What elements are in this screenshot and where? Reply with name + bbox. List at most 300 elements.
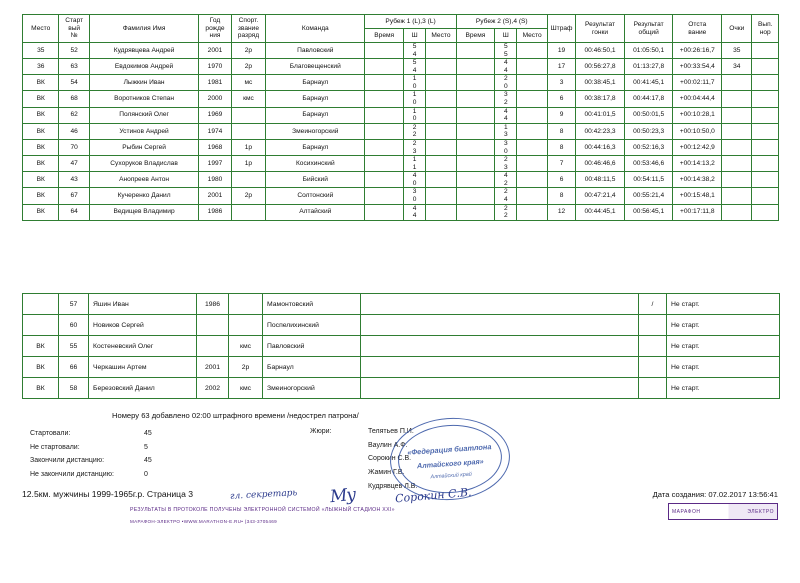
- stage2-time-cell: [456, 156, 495, 172]
- start-no-cell: 58: [59, 378, 89, 399]
- result-race-cell: 00:38:17,8: [576, 91, 625, 107]
- stage2-time-cell: [456, 204, 495, 220]
- result-total-cell: 00:50:01,5: [624, 107, 673, 123]
- start-no-cell: 62: [59, 107, 89, 123]
- rank-cell: 2р: [231, 59, 265, 75]
- mark-cell: [639, 336, 667, 357]
- mark-cell: [639, 357, 667, 378]
- norm-cell: [752, 107, 779, 123]
- behind-cell: +00:26:16,7: [673, 43, 722, 59]
- rank-cell: [231, 204, 265, 220]
- empty-cell: [361, 294, 639, 315]
- status-cell: Не старт.: [667, 294, 780, 315]
- header-start-no: Старт вый №: [59, 15, 89, 43]
- norm-cell: [752, 59, 779, 75]
- points-cell: 35: [722, 43, 752, 59]
- place-cell: [23, 315, 59, 336]
- name-cell: Евдокимов Андрей: [89, 59, 198, 75]
- penalty-cell: 8: [547, 123, 575, 139]
- place-cell: 35: [23, 43, 59, 59]
- stage1-sh-cell: 1 0: [403, 91, 425, 107]
- points-cell: [722, 172, 752, 188]
- stage1-sh-cell: 1 1: [403, 156, 425, 172]
- stage1-place-cell: [426, 43, 456, 59]
- header-behind: Отста вание: [673, 15, 722, 43]
- table-row: [23, 156, 779, 172]
- stage1-sh-cell: 4 0: [403, 172, 425, 188]
- table-row: [23, 204, 779, 220]
- stage2-place-cell: [517, 75, 547, 91]
- jury-title: Жюри:: [310, 428, 332, 435]
- points-cell: [722, 204, 752, 220]
- result-race-cell: 00:47:21,4: [576, 188, 625, 204]
- start-no-cell: 63: [59, 59, 89, 75]
- rank-cell: [229, 294, 263, 315]
- status-cell: Не старт.: [667, 336, 780, 357]
- rank-cell: кмс: [229, 336, 263, 357]
- stamp-line-3: Алтайский край: [430, 471, 473, 481]
- result-race-cell: 00:56:27,8: [576, 59, 625, 75]
- subheader-place-1: Место: [426, 29, 456, 43]
- result-race-cell: 00:38:45,1: [576, 75, 625, 91]
- stage1-place-cell: [426, 75, 456, 91]
- stage1-place-cell: [426, 107, 456, 123]
- place-cell: ВК: [23, 123, 59, 139]
- summary-stats: [30, 427, 174, 482]
- stage2-place-cell: [517, 107, 547, 123]
- stage1-place-cell: [426, 156, 456, 172]
- start-no-cell: 70: [59, 139, 89, 155]
- header-penalty: Штраф: [547, 15, 575, 43]
- stage2-place-cell: [517, 204, 547, 220]
- result-race-cell: 00:41:01,5: [576, 107, 625, 123]
- logo-left-text: МАРАФОН: [672, 508, 701, 515]
- name-cell: Яшин Иван: [89, 294, 197, 315]
- stage2-sh-cell: 2 3: [495, 156, 517, 172]
- place-cell: ВК: [23, 91, 59, 107]
- team-cell: Солтонский: [266, 188, 365, 204]
- team-cell: Барнаул: [266, 139, 365, 155]
- mark-cell: [639, 378, 667, 399]
- jury-member: Ваулин А.Ф.: [368, 441, 408, 449]
- header-team: Команда: [266, 15, 365, 43]
- start-no-cell: 57: [59, 294, 89, 315]
- header-name: Фамилия Имя: [89, 15, 198, 43]
- norm-cell: [752, 91, 779, 107]
- start-no-cell: 64: [59, 204, 89, 220]
- team-cell: Барнаул: [266, 107, 365, 123]
- header-points: Очки: [722, 15, 752, 43]
- penalty-cell: 6: [547, 172, 575, 188]
- result-total-cell: 01:13:27,8: [624, 59, 673, 75]
- name-cell: Черкашин Артем: [89, 357, 197, 378]
- penalty-cell: 9: [547, 107, 575, 123]
- table-row: [23, 91, 779, 107]
- birth-year-cell: [197, 336, 229, 357]
- stage1-sh-cell: 1 0: [403, 107, 425, 123]
- stat-value: 5: [144, 443, 148, 451]
- name-cell: Рыбин Сергей: [89, 139, 198, 155]
- stage1-time-cell: [365, 91, 404, 107]
- behind-cell: +00:10:50,0: [673, 123, 722, 139]
- name-cell: Лыжкин Иван: [89, 75, 198, 91]
- penalty-cell: 7: [547, 156, 575, 172]
- footer-race-info: 12.5км. мужчины 1999-1965г.р. Страница 3: [22, 489, 194, 499]
- behind-cell: +00:17:11,8: [673, 204, 722, 220]
- stat-row: [30, 468, 174, 482]
- header-rank: Спорт. звание разряд: [231, 15, 265, 43]
- name-cell: Анопреев Антон: [89, 172, 198, 188]
- stage2-sh-cell: 2 0: [495, 75, 517, 91]
- team-cell: Змеиногорский: [266, 123, 365, 139]
- rank-cell: 1р: [231, 156, 265, 172]
- place-cell: ВК: [23, 204, 59, 220]
- name-cell: Березовский Данил: [89, 378, 197, 399]
- stage1-sh-cell: 4 4: [403, 204, 425, 220]
- birth-year-cell: 1970: [199, 59, 231, 75]
- stamp-line-1: «Федерация биатлона: [406, 442, 492, 457]
- result-total-cell: 01:05:50,1: [624, 43, 673, 59]
- status-cell: Не старт.: [667, 378, 780, 399]
- place-cell: ВК: [23, 75, 59, 91]
- norm-cell: [752, 172, 779, 188]
- points-cell: 34: [722, 59, 752, 75]
- jury-member: Кудрявцев Л.В.: [368, 482, 418, 490]
- rank-cell: кмс: [231, 91, 265, 107]
- stage2-place-cell: [517, 123, 547, 139]
- table-row: [23, 43, 779, 59]
- stage1-time-cell: [365, 59, 404, 75]
- birth-year-cell: 2000: [199, 91, 231, 107]
- header-place: Место: [23, 15, 59, 43]
- rank-cell: 2р: [231, 43, 265, 59]
- stat-row: [30, 454, 174, 468]
- start-no-cell: 54: [59, 75, 89, 91]
- place-cell: ВК: [23, 336, 59, 357]
- subheader-place-2: Место: [517, 29, 547, 43]
- signature-scribble: Му: [329, 484, 357, 508]
- rank-cell: 2р: [231, 188, 265, 204]
- stage2-sh-cell: 3 0: [495, 139, 517, 155]
- rank-cell: мс: [231, 75, 265, 91]
- birth-year-cell: 1986: [197, 294, 229, 315]
- start-no-cell: 66: [59, 357, 89, 378]
- stage1-place-cell: [426, 204, 456, 220]
- stage2-time-cell: [456, 59, 495, 75]
- result-total-cell: 00:55:21,4: [624, 188, 673, 204]
- penalty-cell: 19: [547, 43, 575, 59]
- birth-year-cell: 2001: [197, 357, 229, 378]
- name-cell: Воротников Степан: [89, 91, 198, 107]
- penalty-cell: 8: [547, 188, 575, 204]
- result-total-cell: 00:53:46,6: [624, 156, 673, 172]
- stat-label: Стартовали:: [30, 430, 71, 437]
- stage1-time-cell: [365, 75, 404, 91]
- result-race-cell: 00:48:11,5: [576, 172, 625, 188]
- header-stage1: Рубеж 1 (L),3 (L): [365, 15, 456, 29]
- mark-cell: /: [639, 294, 667, 315]
- norm-cell: [752, 156, 779, 172]
- stage1-time-cell: [365, 107, 404, 123]
- team-cell: Благовещенский: [266, 59, 365, 75]
- rank-cell: 2р: [229, 357, 263, 378]
- place-cell: ВК: [23, 188, 59, 204]
- behind-cell: +00:10:28,1: [673, 107, 722, 123]
- norm-cell: [752, 75, 779, 91]
- stage1-place-cell: [426, 172, 456, 188]
- subheader-sh-2: Ш: [495, 29, 517, 43]
- stage2-sh-cell: 4 4: [495, 107, 517, 123]
- stage2-sh-cell: 1 3: [495, 123, 517, 139]
- team-cell: Поспелихинский: [263, 315, 361, 336]
- norm-cell: [752, 204, 779, 220]
- table-row: [23, 188, 779, 204]
- norm-cell: [752, 139, 779, 155]
- team-cell: Барнаул: [263, 357, 361, 378]
- stat-label: Не стартовали:: [30, 443, 80, 451]
- birth-year-cell: 1968: [199, 139, 231, 155]
- stage2-time-cell: [456, 91, 495, 107]
- stat-label: Закончили дистанцию:: [30, 457, 105, 465]
- place-cell: ВК: [23, 156, 59, 172]
- stage2-time-cell: [456, 172, 495, 188]
- stage2-sh-cell: 4 2: [495, 172, 517, 188]
- rank-cell: [229, 315, 263, 336]
- behind-cell: +00:02:11,7: [673, 75, 722, 91]
- dns-table-row: [23, 357, 780, 378]
- team-cell: Мамонтовский: [263, 294, 361, 315]
- empty-cell: [361, 357, 639, 378]
- start-no-cell: 68: [59, 91, 89, 107]
- penalty-note: Номеру 63 добавлено 02:00 штрафного времени /недострел патрона/: [112, 411, 359, 420]
- birth-year-cell: 2002: [197, 378, 229, 399]
- penalty-cell: 6: [547, 91, 575, 107]
- stage2-sh-cell: 2 2: [495, 204, 517, 220]
- stage2-place-cell: [517, 188, 547, 204]
- table-header-row: [23, 15, 779, 29]
- header-result-total: Результат общий: [624, 15, 673, 43]
- team-cell: Алтайский: [266, 204, 365, 220]
- table-row: [23, 139, 779, 155]
- team-cell: Барнаул: [266, 91, 365, 107]
- header-stage2: Рубеж 2 (S),4 (S): [456, 15, 547, 29]
- norm-cell: [752, 123, 779, 139]
- stat-value: 45: [144, 457, 152, 465]
- footer-legal-line-1: РЕЗУЛЬТАТЫ В ПРОТОКОЛЕ ПОЛУЧЕНЫ ЭЛЕКТРОННОЙ СИСТЕМОЙ «ЛЫЖНЫЙ СТАДИОН XXI»: [130, 507, 395, 513]
- stage1-sh-cell: 5 4: [403, 43, 425, 59]
- birth-year-cell: 1969: [199, 107, 231, 123]
- name-cell: Сухоруков Владислав: [89, 156, 198, 172]
- name-cell: Полянский Олег: [89, 107, 198, 123]
- results-table: [22, 14, 779, 221]
- result-race-cell: 00:44:45,1: [576, 204, 625, 220]
- behind-cell: +00:14:38,2: [673, 172, 722, 188]
- footer-created-date: Дата создания: 07.02.2017 13:56:41: [652, 490, 778, 499]
- signature-name: Сорокин С.В.: [394, 485, 473, 506]
- logo-right-text: ЭЛЕКТРО: [747, 508, 774, 515]
- points-cell: [722, 107, 752, 123]
- penalty-cell: 12: [547, 204, 575, 220]
- stage1-place-cell: [426, 139, 456, 155]
- birth-year-cell: 1981: [199, 75, 231, 91]
- team-cell: Бийский: [266, 172, 365, 188]
- name-cell: Кучеренко Данил: [89, 188, 198, 204]
- status-cell: Не старт.: [667, 357, 780, 378]
- stage2-place-cell: [517, 91, 547, 107]
- dns-table-row: [23, 315, 780, 336]
- dns-table-row: [23, 294, 780, 315]
- stage2-time-cell: [456, 188, 495, 204]
- stage2-time-cell: [456, 43, 495, 59]
- jury-member: Телятьев П.И.: [368, 428, 414, 435]
- result-total-cell: 00:52:16,3: [624, 139, 673, 155]
- stage1-sh-cell: 2 2: [403, 123, 425, 139]
- penalty-cell: 17: [547, 59, 575, 75]
- stage2-time-cell: [456, 139, 495, 155]
- penalty-cell: 8: [547, 139, 575, 155]
- place-cell: 36: [23, 59, 59, 75]
- table-row: [23, 59, 779, 75]
- behind-cell: +00:14:13,2: [673, 156, 722, 172]
- points-cell: [722, 91, 752, 107]
- stage2-place-cell: [517, 59, 547, 75]
- stat-label: Не закончили дистанцию:: [30, 470, 114, 478]
- name-cell: Новиков Сергей: [89, 315, 197, 336]
- behind-cell: +00:15:48,1: [673, 188, 722, 204]
- table-row: [23, 123, 779, 139]
- jury-member: Сорокин С.В.: [368, 455, 412, 463]
- rank-cell: [231, 107, 265, 123]
- place-cell: [23, 294, 59, 315]
- did-not-start-table: [22, 293, 780, 399]
- stage1-place-cell: [426, 188, 456, 204]
- stage2-sh-cell: 3 2: [495, 91, 517, 107]
- points-cell: [722, 139, 752, 155]
- table-row: [23, 172, 779, 188]
- stage1-time-cell: [365, 172, 404, 188]
- start-no-cell: 60: [59, 315, 89, 336]
- norm-cell: [752, 188, 779, 204]
- result-race-cell: 00:44:16,3: [576, 139, 625, 155]
- jury-member: Жамин Г.В.: [368, 468, 405, 476]
- result-total-cell: 00:44:17,8: [624, 91, 673, 107]
- team-cell: Змеиногорский: [263, 378, 361, 399]
- result-total-cell: 00:56:45,1: [624, 204, 673, 220]
- stage1-sh-cell: 2 3: [403, 139, 425, 155]
- stage1-time-cell: [365, 204, 404, 220]
- stage1-time-cell: [365, 139, 404, 155]
- result-race-cell: 00:46:46,6: [576, 156, 625, 172]
- start-no-cell: 43: [59, 172, 89, 188]
- stat-row: [30, 427, 174, 441]
- birth-year-cell: 1974: [199, 123, 231, 139]
- stat-row: [30, 441, 174, 455]
- header-result-race: Результат гонки: [576, 15, 625, 43]
- result-total-cell: 00:41:45,1: [624, 75, 673, 91]
- subheader-time-2: Время: [456, 29, 495, 43]
- footer-legal-line-2: МАРАФОН-ЭЛЕКТРО •WWW.MARATHON-E.RU• (343-3705469: [130, 519, 277, 524]
- table-row: [23, 107, 779, 123]
- header-birth-year: Год рожде ния: [199, 15, 231, 43]
- penalty-cell: 3: [547, 75, 575, 91]
- stamp-line-2: Алтайского края»: [416, 456, 484, 471]
- behind-cell: +00:33:54,4: [673, 59, 722, 75]
- stage2-sh-cell: 5 5: [495, 43, 517, 59]
- birth-year-cell: 1997: [199, 156, 231, 172]
- stage2-time-cell: [456, 107, 495, 123]
- signature-secretary-label: гл. секретарь: [229, 488, 298, 502]
- stage1-sh-cell: 1 0: [403, 75, 425, 91]
- rank-cell: кмс: [229, 378, 263, 399]
- stage1-sh-cell: 5 4: [403, 59, 425, 75]
- points-cell: [722, 188, 752, 204]
- start-no-cell: 47: [59, 156, 89, 172]
- stage2-place-cell: [517, 156, 547, 172]
- subheader-time-1: Время: [365, 29, 404, 43]
- birth-year-cell: 1980: [199, 172, 231, 188]
- place-cell: ВК: [23, 357, 59, 378]
- team-cell: Косихинский: [266, 156, 365, 172]
- name-cell: Костеневский Олег: [89, 336, 197, 357]
- stage1-time-cell: [365, 156, 404, 172]
- empty-cell: [361, 315, 639, 336]
- start-no-cell: 67: [59, 188, 89, 204]
- points-cell: [722, 75, 752, 91]
- stage1-time-cell: [365, 123, 404, 139]
- stage1-place-cell: [426, 123, 456, 139]
- behind-cell: +00:12:42,9: [673, 139, 722, 155]
- mark-cell: [639, 315, 667, 336]
- stage1-time-cell: [365, 43, 404, 59]
- norm-cell: [752, 43, 779, 59]
- place-cell: ВК: [23, 107, 59, 123]
- place-cell: ВК: [23, 378, 59, 399]
- subheader-sh-1: Ш: [403, 29, 425, 43]
- result-total-cell: 00:50:23,3: [624, 123, 673, 139]
- stage2-sh-cell: 2 4: [495, 188, 517, 204]
- status-cell: Не старт.: [667, 315, 780, 336]
- stage1-place-cell: [426, 59, 456, 75]
- stage1-sh-cell: 3 0: [403, 188, 425, 204]
- birth-year-cell: 2001: [199, 43, 231, 59]
- marathon-electro-logo: [668, 503, 778, 520]
- name-cell: Устинов Андрей: [89, 123, 198, 139]
- rank-cell: 1р: [231, 139, 265, 155]
- team-cell: Павловский: [266, 43, 365, 59]
- birth-year-cell: [197, 315, 229, 336]
- behind-cell: +00:04:44,4: [673, 91, 722, 107]
- start-no-cell: 52: [59, 43, 89, 59]
- points-cell: [722, 156, 752, 172]
- rank-cell: [231, 172, 265, 188]
- stage2-place-cell: [517, 43, 547, 59]
- stage2-time-cell: [456, 75, 495, 91]
- place-cell: ВК: [23, 139, 59, 155]
- birth-year-cell: 2001: [199, 188, 231, 204]
- name-cell: Кудрявцева Андрей: [89, 43, 198, 59]
- name-cell: Ведищев Владимир: [89, 204, 198, 220]
- birth-year-cell: 1986: [199, 204, 231, 220]
- result-total-cell: 00:54:11,5: [624, 172, 673, 188]
- empty-cell: [361, 336, 639, 357]
- stage2-place-cell: [517, 172, 547, 188]
- stat-value: 0: [144, 470, 148, 478]
- start-no-cell: 46: [59, 123, 89, 139]
- team-cell: Барнаул: [266, 75, 365, 91]
- points-cell: [722, 123, 752, 139]
- header-norm: Вып. нор: [752, 15, 779, 43]
- result-race-cell: 00:46:50,1: [576, 43, 625, 59]
